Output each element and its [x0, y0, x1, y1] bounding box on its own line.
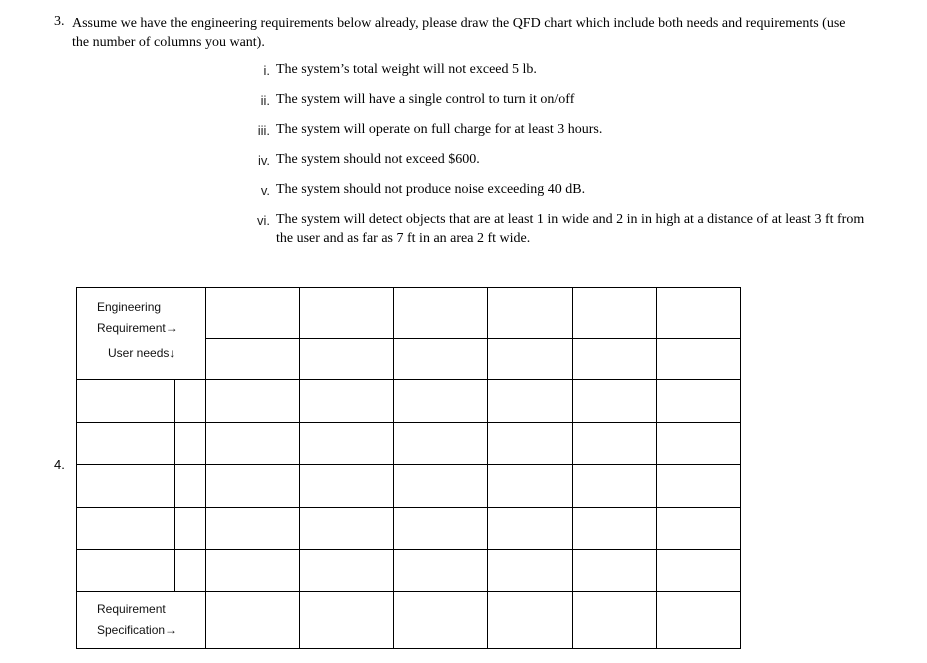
question-3-number: 3. [54, 14, 65, 29]
footer-requirement-label: Requirement [97, 602, 166, 616]
requirement-marker-4: iv. [257, 153, 270, 168]
user-needs-label: User needs↓ [108, 346, 176, 360]
question-4-number: 4. [54, 457, 65, 472]
requirement-text-4: The system should not exceed $600. [276, 152, 480, 167]
question-3-text: Assume we have the engineering requirements below already, please draw the QFD chart which include both needs and requirements (use the number of columns you want). [72, 16, 846, 50]
requirement-marker-6: vi. [257, 213, 270, 228]
header-requirement-label: Requirement→ [97, 321, 178, 335]
qfd-outer-border [77, 288, 741, 649]
header-engineering-label: Engineering [97, 300, 162, 314]
requirement-text-3: The system will operate on full charge for at least 3 hours. [276, 122, 603, 137]
requirement-text-1: The system’s total weight will not exceed 5 lb. [276, 62, 537, 77]
requirement-marker-1: i. [263, 63, 270, 78]
requirement-text-6: The system will detect objects that are at least 1 in wide and 2 in in high at a distance of at least 3 ft from the user and as far as 7 ft in an area 2 ft wide. [276, 212, 865, 246]
requirement-marker-5: v. [260, 183, 270, 198]
requirement-marker-2: ii. [260, 93, 270, 108]
requirement-text-5: The system should not produce noise exceeding 40 dB. [276, 182, 586, 197]
requirement-text-2: The system will have a single control to turn it on/off [276, 92, 575, 107]
footer-specification-label: Specification→ [97, 623, 178, 637]
requirement-marker-3: iii. [257, 123, 270, 138]
